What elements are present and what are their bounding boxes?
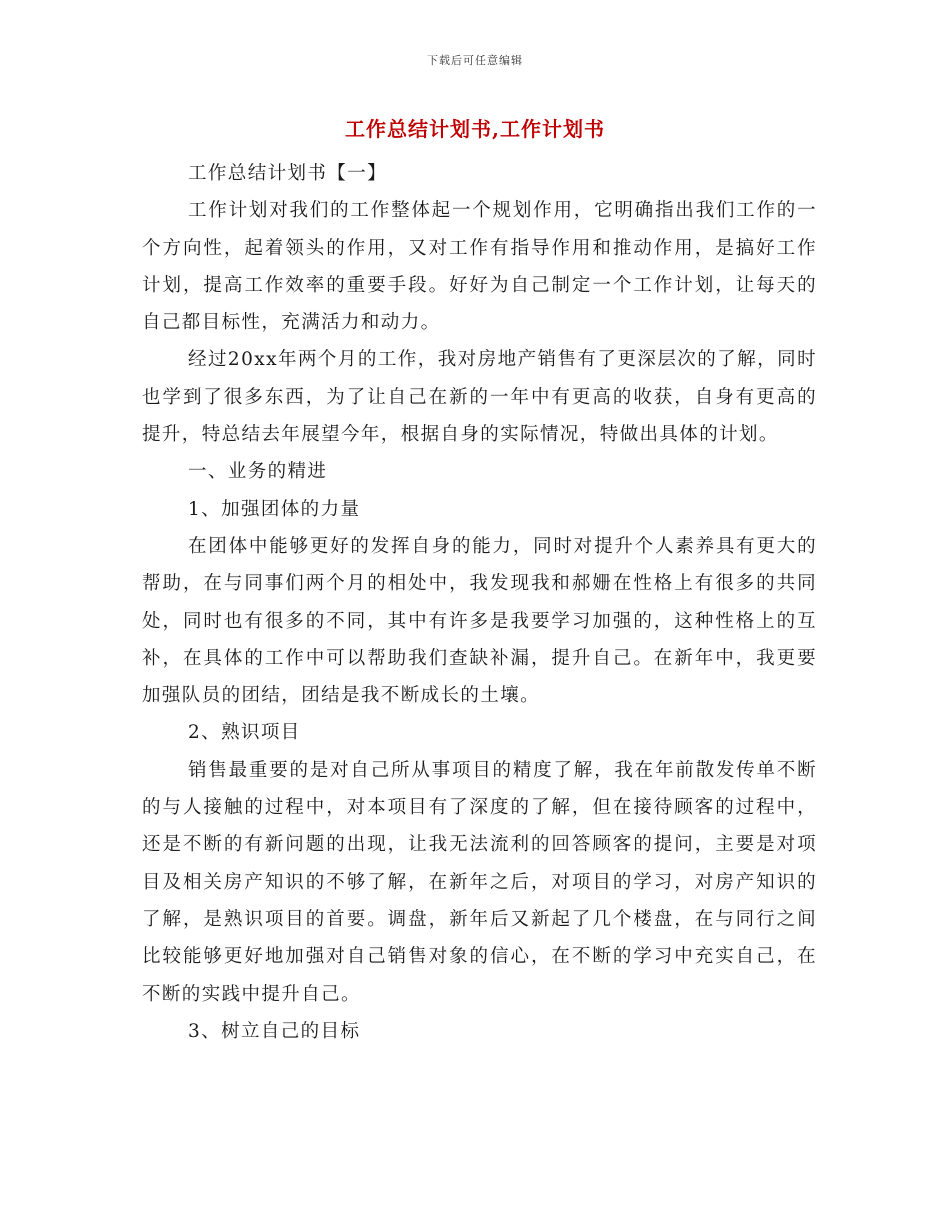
subsection-heading: 2、熟识项目 bbox=[188, 722, 301, 744]
body-paragraph: 工作计划对我们的工作整体起一个规划作用，它明确指出我们工作的一个方向性，起着领头的作用，又对工作有指导作用和推动作用，是搞好工作计划，提高工作效率的重要手段。好好为自己制定一个工作计划，让每天的自己都目标性，充满活力和动力。 bbox=[142, 200, 817, 334]
subsection-heading: 1、加强团体的力量 bbox=[188, 498, 361, 520]
header-note: 下载后可任意编辑 bbox=[427, 54, 523, 67]
document-title: 工作总结计划书,工作计划书 bbox=[345, 117, 605, 141]
body-paragraph: 销售最重要的是对自己所从事项目的精度了解，我在年前散发传单不断的与人接触的过程中，对本项目有了深度的了解，但在接待顾客的过程中，还是不断的有新问题的出现，让我无法流利的回答顾客的提问，主要是对项目及相关房产知识的不够了解，在新年之后，对项目的学习，对房产知识的了解，是熟识项目的首要。调盘，新年后又新起了几个楼盘，在与同行之间比较能够更好地加强对自己销售对象的信心，在不断的学习中充实自己，在不断的实践中提升自己。 bbox=[142, 759, 817, 1005]
subsection-heading: 3、树立自己的目标 bbox=[188, 1020, 361, 1042]
body-paragraph: 在团体中能够更好的发挥自身的能力，同时对提升个人素养具有更大的帮助，在与同事们两个月的相处中，我发现我和郝姗在性格上有很多的共同处，同时也有很多的不同，其中有许多是我要学习加强的，这种性格上的互补，在具体的工作中可以帮助我们查缺补漏，提升自己。在新年中，我更要加强队员的团结，团结是我不断成长的土壤。 bbox=[142, 535, 817, 707]
section-heading: 工作总结计划书【一】 bbox=[188, 163, 388, 184]
section-heading: 一、业务的精进 bbox=[188, 461, 328, 483]
body-paragraph: 经过20xx年两个月的工作，我对房地产销售有了更深层次的了解，同时也学到了很多东西，为了让自己在新的一年中有更高的收获，自身有更高的提升，特总结去年展望今年，根据自身的实际情况，特做出具体的计划。 bbox=[142, 349, 817, 446]
document-body bbox=[142, 155, 817, 1050]
